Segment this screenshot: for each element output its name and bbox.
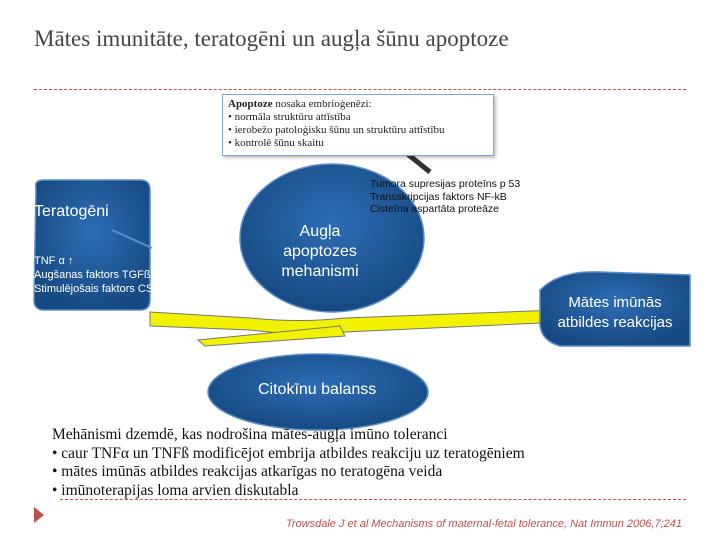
mechanism-label bbox=[250, 222, 390, 282]
tumor-factor-item: Tumora supresijas proteīns p 53 bbox=[370, 178, 521, 190]
factor-item: Stimulējošais faktors CSF-1 ↓ bbox=[34, 283, 179, 295]
factor-item: TNF α ↑ bbox=[34, 255, 74, 267]
slide-title: Mātes imunitāte, teratogēni un augļa šūnu apoptoze bbox=[34, 26, 509, 51]
apoptosis-item: • kontrolē šūnu skaitu bbox=[228, 137, 324, 149]
mechanisms-bullet: • mātes imūnās atbildes reakcijas atkarīgas no teratogēna veida bbox=[52, 463, 443, 480]
apoptosis-item: • normāla struktūru attīstība bbox=[228, 111, 351, 123]
factor-item: Augšanas faktors TGFß2↓ bbox=[34, 269, 163, 281]
mechanisms-text bbox=[52, 426, 712, 500]
citation: Trowsdale J et al Mechanisms of maternal-fetal tolerance, Nat Immun 2006,7;241 bbox=[286, 518, 682, 530]
mother-label-line: Mātes imūnās bbox=[568, 294, 662, 311]
mechanisms-bullet: • imūnoterapijas loma arvien diskutabla bbox=[52, 481, 299, 499]
apoptosis-heading-bold: Apoptoze bbox=[228, 98, 273, 110]
mother-label-line: atbildes reakcijas bbox=[557, 314, 673, 331]
cytokine-label: Citokīnu balanss bbox=[258, 381, 377, 398]
mechanism-label-line: apoptozes bbox=[283, 243, 357, 260]
bottom-divider bbox=[60, 499, 686, 500]
tumor-factor-item: Cisteīna aspartāta proteāze bbox=[370, 203, 499, 215]
apoptosis-heading bbox=[228, 98, 488, 111]
connection-band bbox=[150, 310, 562, 334]
apoptosis-item: • ierobežo patoloģisku šūnu un struktūru attīstību bbox=[228, 124, 445, 136]
mother-immune-label bbox=[540, 293, 690, 333]
mechanism-label-line: mehanismi bbox=[281, 263, 359, 280]
next-slide-icon[interactable] bbox=[32, 505, 46, 525]
apoptosis-info-box bbox=[222, 94, 494, 156]
teratogen-factors bbox=[34, 254, 178, 296]
mechanism-label-line: Augļa bbox=[299, 223, 341, 240]
mechanisms-bullet: • caur TNFα un TNFß modificējot embrija atbildes reakciju uz teratogēniem bbox=[52, 444, 525, 462]
teratogens-label: Teratogēni bbox=[34, 203, 109, 220]
tumor-factor-item: Transskripcijas faktors NF-kB bbox=[370, 190, 507, 203]
mechanisms-heading: Mehānismi dzemdē, kas nodrošina mātes-augļa imūno toleranci bbox=[52, 426, 448, 443]
apoptosis-heading-rest: nosaka embrioģenēzi: bbox=[272, 98, 372, 110]
tumor-factors bbox=[370, 178, 542, 216]
